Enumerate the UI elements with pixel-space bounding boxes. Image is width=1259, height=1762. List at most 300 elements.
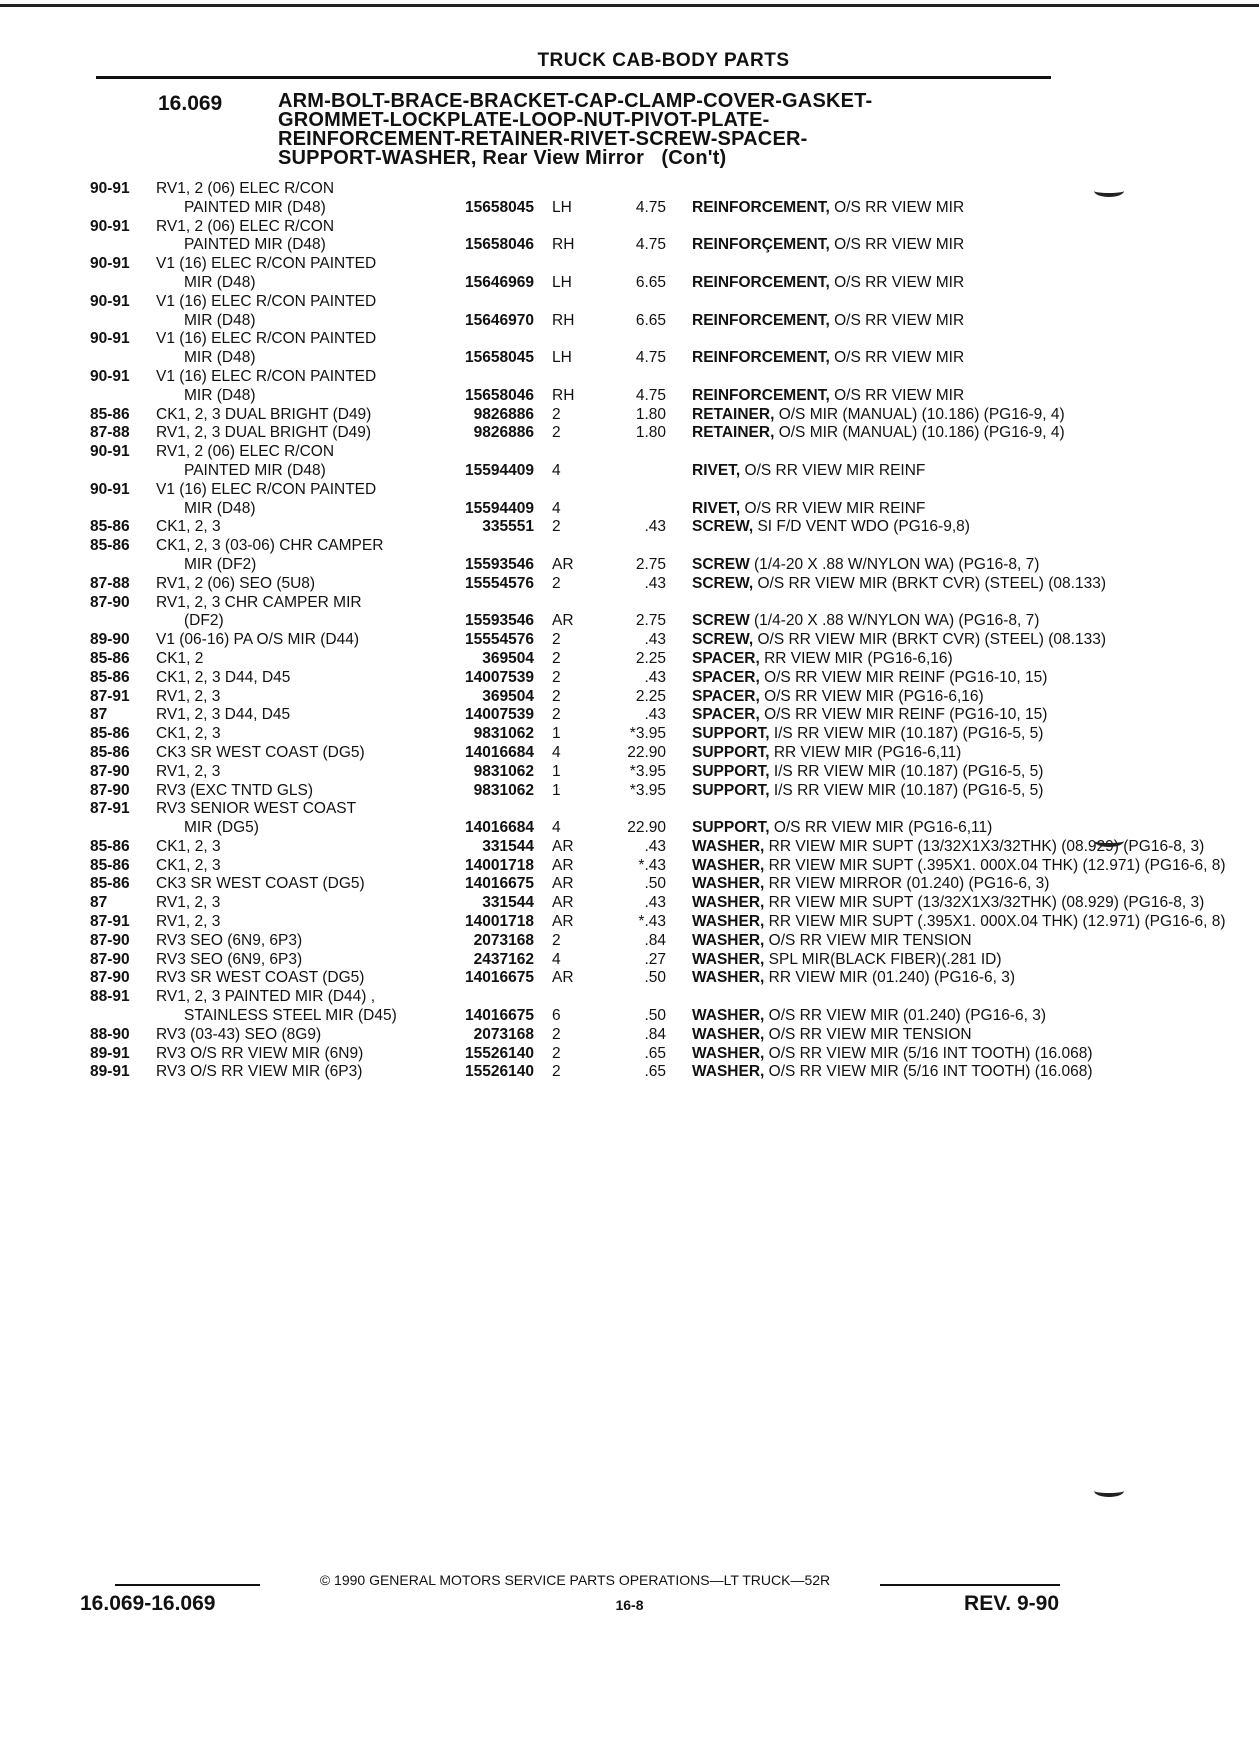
part-number: 15526140 (465, 1063, 534, 1081)
qty: 2 (552, 687, 561, 705)
description-keyword: WASHER, (692, 875, 765, 893)
description-cell (692, 913, 1226, 932)
price-cell (608, 688, 692, 707)
qty-cell (534, 481, 608, 519)
section-title-line: REINFORCEMENT-RETAINER-RIVET-SCREW-SPACER- (278, 128, 808, 150)
year-cell: 89-91 (90, 1044, 130, 1062)
price: .43 (644, 631, 666, 649)
year-cell: 87-91 (90, 800, 130, 818)
section-title-line: ARM-BOLT-BRACE-BRACKET-CAP-CLAMP-COVER-GASKET- (278, 90, 873, 112)
qty-cell (534, 424, 608, 443)
qty-cell (534, 537, 608, 575)
year-cell: 90-91 (90, 330, 130, 348)
model-line: RV3 O/S RR VIEW MIR (6N9) (156, 1044, 364, 1062)
part-number: 14016675 (465, 969, 534, 987)
description-cell (692, 255, 1052, 293)
price: .43 (644, 837, 666, 855)
description-cell (692, 894, 1205, 913)
description-text: O/S RR VIEW MIR (829, 273, 965, 291)
part-number: 14001718 (465, 913, 534, 931)
model-line-2: MIR (D48) (184, 273, 256, 291)
model-line-2: PAINTED MIR (D48) (184, 461, 326, 479)
description-cell (692, 481, 1052, 519)
price: 2.25 (635, 687, 666, 705)
year-cell: 90-91 (90, 443, 130, 461)
year-cell: 85-86 (90, 837, 130, 855)
description-keyword: REINFORCEMENT, (692, 273, 830, 291)
year-cell: 87-90 (90, 969, 130, 987)
binder-mark (1094, 185, 1124, 197)
qty-cell (534, 1026, 608, 1045)
table-row (90, 631, 1052, 650)
price: 2.25 (635, 649, 666, 667)
qty-cell (534, 706, 608, 725)
model-line: RV1, 2, 3 CHR CAMPER MIR (156, 593, 362, 611)
qty-cell (534, 988, 608, 1026)
model-line: CK1, 2 (156, 649, 204, 667)
price-cell (608, 969, 692, 988)
description-text: O/S RR VIEW MIR (BRKT CVR) (STEEL) (08.133) (753, 574, 1106, 592)
part-number-cell (444, 293, 534, 331)
description-text: O/S RR VIEW MIR (PG16-6,16) (759, 687, 984, 705)
part-number-cell (444, 894, 534, 913)
description-keyword: SPACER, (692, 649, 760, 667)
part-number-cell (444, 857, 534, 876)
qty: 2 (552, 1044, 561, 1062)
model-line: RV1, 2 (06) ELEC R/CON (156, 443, 335, 461)
model-cell (156, 631, 444, 650)
qty-cell (534, 763, 608, 782)
qty-cell (534, 180, 608, 218)
price-cell (608, 1045, 692, 1064)
model-line: RV3 SR WEST COAST (DG5) (156, 969, 365, 987)
description-cell (692, 330, 1052, 368)
model-line: RV1, 2 (06) ELEC R/CON (156, 217, 335, 235)
model-cell (156, 857, 444, 876)
price-cell (608, 518, 692, 537)
footer-range: 16.069-16.069 (80, 1592, 216, 1615)
price: 1.80 (635, 424, 666, 442)
description-text: O/S RR VIEW MIR REINF (740, 461, 926, 479)
qty-cell (534, 725, 608, 744)
part-number-cell (444, 180, 534, 218)
qty: 1 (552, 725, 561, 743)
description-cell (692, 368, 1052, 406)
price: *.43 (638, 856, 666, 874)
qty: 2 (552, 1025, 561, 1043)
qty: 1 (552, 781, 561, 799)
description-cell (692, 1026, 1052, 1045)
model-cell (156, 1026, 444, 1045)
qty-cell (534, 650, 608, 669)
description-text: RR VIEW MIR (PG16-6,11) (769, 743, 962, 761)
part-number-cell (444, 913, 534, 932)
price-cell (608, 650, 692, 669)
description-keyword: WASHER, (692, 969, 765, 987)
price-cell (608, 594, 692, 632)
model-line: CK3 SR WEST COAST (DG5) (156, 743, 365, 761)
description-cell (692, 180, 1052, 218)
part-number-cell (444, 255, 534, 293)
price-cell (608, 406, 692, 425)
year-cell: 88-90 (90, 1025, 130, 1043)
year-cell: 87-88 (90, 424, 130, 442)
part-number: 331544 (482, 837, 534, 855)
description-text: SPL MIR(BLACK FIBER)(.281 ID) (764, 950, 1002, 968)
part-number-cell (444, 763, 534, 782)
part-number-cell (444, 537, 534, 575)
description-keyword: SUPPORT, (692, 725, 770, 743)
model-cell (156, 725, 444, 744)
description-keyword: RETAINER, (692, 424, 775, 442)
model-cell (156, 744, 444, 763)
qty-cell (534, 894, 608, 913)
price: 2.75 (635, 555, 666, 573)
qty: 2 (552, 405, 561, 423)
year-cell: 89-91 (90, 1063, 130, 1081)
description-cell (692, 951, 1052, 970)
description-keyword: RETAINER, (692, 405, 775, 423)
model-cell (156, 706, 444, 725)
price: *3.95 (629, 725, 666, 743)
description-cell (692, 875, 1052, 894)
model-line: RV3 (EXC TNTD GLS) (156, 781, 314, 799)
part-number: 9826886 (473, 405, 534, 423)
qty: 2 (552, 424, 561, 442)
model-cell (156, 406, 444, 425)
description-cell (692, 1063, 1093, 1082)
description-text: I/S RR VIEW MIR (10.187) (PG16-5, 5) (769, 725, 1044, 743)
description-text: O/S RR VIEW MIR (829, 311, 965, 329)
description-text: O/S RR VIEW MIR (01.240) (PG16-6, 3) (764, 1007, 1047, 1025)
qty: 4 (552, 950, 561, 968)
description-text: (1/4-20 X .88 W/NYLON WA) (PG16-8, 7) (749, 555, 1040, 573)
description-cell (692, 744, 1052, 763)
part-number: 14007539 (465, 706, 534, 724)
section-title-last: SUPPORT-WASHER, Rear View Mirror (278, 147, 645, 169)
table-row (90, 800, 1052, 838)
model-line: RV1, 2, 3 (156, 894, 221, 912)
description-text: I/S RR VIEW MIR (10.187) (PG16-5, 5) (769, 762, 1044, 780)
qty-cell (534, 913, 608, 932)
model-cell (156, 763, 444, 782)
model-line: RV1, 2, 3 PAINTED MIR (D44) , (156, 988, 376, 1006)
part-number: 14016684 (465, 743, 534, 761)
part-number-cell (444, 688, 534, 707)
year-cell: 87-90 (90, 781, 130, 799)
price-cell (608, 782, 692, 801)
part-number: 9831062 (473, 725, 534, 743)
qty-cell (534, 857, 608, 876)
description-keyword: SUPPORT, (692, 781, 770, 799)
qty: AR (552, 612, 574, 630)
qty: LH (552, 273, 572, 291)
description-keyword: WASHER, (692, 950, 765, 968)
description-keyword: RIVET, (692, 461, 741, 479)
description-keyword: WASHER, (692, 931, 765, 949)
model-line: V1 (16) ELEC R/CON PAINTED (156, 292, 377, 310)
model-line: CK1, 2, 3 DUAL BRIGHT (D49) (156, 405, 372, 423)
qty-cell (534, 1063, 608, 1082)
model-line: RV1, 2, 3 (156, 913, 221, 931)
description-keyword: REINFORCEMENT, (692, 349, 830, 367)
qty: 2 (552, 574, 561, 592)
description-keyword: WASHER, (692, 837, 765, 855)
table-row (90, 518, 1052, 537)
qty-cell (534, 875, 608, 894)
year-cell: 87 (90, 706, 108, 724)
description-text: O/S RR VIEW MIR (5/16 INT TOOTH) (16.068) (764, 1044, 1093, 1062)
qty-cell (534, 330, 608, 368)
description-cell (692, 932, 1052, 951)
description-keyword: SCREW (692, 612, 750, 630)
description-text: RR VIEW MIR (01.240) (PG16-6, 3) (764, 969, 1015, 987)
model-cell (156, 951, 444, 970)
description-cell (692, 424, 1065, 443)
table-row (90, 763, 1052, 782)
price-cell (608, 1063, 692, 1082)
model-line: RV3 (03-43) SEO (8G9) (156, 1025, 322, 1043)
year-cell: 87-90 (90, 762, 130, 780)
year-cell: 87-91 (90, 687, 130, 705)
price: *.43 (638, 913, 666, 931)
page-header: TRUCK CAB-BODY PARTS (537, 50, 790, 71)
price: .43 (644, 518, 666, 536)
qty: 1 (552, 762, 561, 780)
section-title-line: GROMMET-LOCKPLATE-LOOP-NUT-PIVOT-PLATE- (278, 109, 770, 131)
table-row (90, 424, 1052, 443)
model-cell (156, 875, 444, 894)
part-number: 14016675 (465, 1007, 534, 1025)
table-row (90, 969, 1052, 988)
qty-cell (534, 782, 608, 801)
price-cell (608, 537, 692, 575)
price: 6.65 (635, 311, 666, 329)
description-cell (692, 782, 1052, 801)
qty-cell (534, 368, 608, 406)
model-line: CK3 SR WEST COAST (DG5) (156, 875, 365, 893)
price: .43 (644, 894, 666, 912)
qty: AR (552, 969, 574, 987)
part-number-cell (444, 575, 534, 594)
table-row (90, 932, 1052, 951)
description-text: RR VIEW MIR SUPT (.395X1. 000X.04 THK) (12.971) (PG16-6, 8) (764, 856, 1226, 874)
description-cell (692, 725, 1052, 744)
qty-cell (534, 1045, 608, 1064)
description-keyword: SPACER, (692, 687, 760, 705)
price-cell (608, 988, 692, 1026)
description-text: O/S RR VIEW MIR (829, 386, 965, 404)
qty: RH (552, 386, 575, 404)
qty: RH (552, 311, 575, 329)
model-cell (156, 481, 444, 519)
table-row (90, 575, 1052, 594)
model-cell (156, 575, 444, 594)
table-row (90, 218, 1052, 256)
description-cell (692, 631, 1106, 650)
description-text: O/S RR VIEW MIR (829, 198, 965, 216)
model-line: RV1, 2 (06) SEO (5U8) (156, 574, 316, 592)
table-row (90, 1026, 1052, 1045)
year-cell: 85-86 (90, 649, 130, 667)
part-number-cell (444, 406, 534, 425)
part-number: 15658045 (465, 198, 534, 216)
year-cell: 90-91 (90, 292, 130, 310)
model-cell (156, 1063, 444, 1082)
model-line: V1 (16) ELEC R/CON PAINTED (156, 367, 377, 385)
qty: 2 (552, 649, 561, 667)
description-text: O/S RR VIEW MIR TENSION (764, 931, 972, 949)
description-cell (692, 706, 1052, 725)
description-cell (692, 856, 1226, 876)
table-row (90, 537, 1052, 575)
model-cell (156, 782, 444, 801)
price: .84 (644, 1025, 666, 1043)
qty: LH (552, 349, 572, 367)
description-keyword: WASHER, (692, 1025, 765, 1043)
qty-cell (534, 594, 608, 632)
year-cell: 85-86 (90, 875, 130, 893)
year-cell: 85-86 (90, 743, 130, 761)
price: .50 (644, 1007, 666, 1025)
price-cell (608, 932, 692, 951)
model-line-2: PAINTED MIR (D48) (184, 198, 326, 216)
description-text: O/S RR VIEW MIR (5/16 INT TOOTH) (16.068) (764, 1063, 1093, 1081)
description-text: RR VIEW MIR SUPT (.395X1. 000X.04 THK) (12.971) (PG16-6, 8) (764, 913, 1226, 931)
price-cell (608, 293, 692, 331)
description-text: O/S RR VIEW MIR (829, 236, 965, 254)
qty-cell (534, 218, 608, 256)
price: 22.90 (627, 819, 666, 837)
part-number-cell (444, 443, 534, 481)
qty-cell (534, 255, 608, 293)
year-cell: 87-90 (90, 931, 130, 949)
qty: 2 (552, 518, 561, 536)
qty: AR (552, 837, 574, 855)
qty-cell (534, 688, 608, 707)
table-row (90, 838, 1052, 857)
price-cell (608, 368, 692, 406)
part-number: 15658045 (465, 349, 534, 367)
table-row (90, 255, 1052, 293)
part-number-cell (444, 518, 534, 537)
qty-cell (534, 575, 608, 594)
part-number: 14016675 (465, 875, 534, 893)
price-cell (608, 330, 692, 368)
footer-rule-right (880, 1584, 1060, 1586)
qty: 2 (552, 668, 561, 686)
model-cell (156, 1045, 444, 1064)
header-rule (96, 76, 1051, 79)
qty: RH (552, 236, 575, 254)
qty: 2 (552, 931, 561, 949)
part-number-cell (444, 330, 534, 368)
part-number-cell (444, 218, 534, 256)
table-row (90, 782, 1052, 801)
year-cell: 90-91 (90, 255, 130, 273)
model-line: RV1, 2, 3 (156, 687, 221, 705)
qty-cell (534, 969, 608, 988)
price: 4.75 (635, 349, 666, 367)
price-cell (608, 744, 692, 763)
price: .43 (644, 574, 666, 592)
year-cell: 87-88 (90, 574, 130, 592)
description-text: O/S MIR (MANUAL) (10.186) (PG16-9, 4) (774, 424, 1065, 442)
model-line-2: MIR (D48) (184, 386, 256, 404)
price-cell (608, 951, 692, 970)
model-line: V1 (06-16) PA O/S MIR (D44) (156, 631, 359, 649)
part-number: 2437162 (473, 950, 534, 968)
part-number-cell (444, 800, 534, 838)
part-number-cell (444, 368, 534, 406)
description-text: O/S RR VIEW MIR (PG16-6,11) (769, 819, 993, 837)
qty: 4 (552, 819, 561, 837)
description-cell (692, 594, 1052, 632)
description-keyword: SPACER, (692, 706, 760, 724)
table-row (90, 688, 1052, 707)
price: .84 (644, 931, 666, 949)
description-text: I/S RR VIEW MIR (10.187) (PG16-5, 5) (769, 781, 1044, 799)
description-text: O/S RR VIEW MIR REINF (PG16-10, 15) (759, 706, 1048, 724)
description-keyword: SCREW (692, 555, 750, 573)
price: 4.75 (635, 198, 666, 216)
description-cell (692, 800, 1052, 838)
price-cell (608, 218, 692, 256)
description-keyword: WASHER, (692, 1007, 765, 1025)
model-cell (156, 894, 444, 913)
part-number: 15658046 (465, 386, 534, 404)
qty-cell (534, 800, 608, 838)
description-keyword: SUPPORT, (692, 819, 770, 837)
description-keyword: SCREW, (692, 574, 754, 592)
model-cell (156, 913, 444, 932)
part-number-cell (444, 1026, 534, 1045)
model-cell (156, 255, 444, 293)
table-row (90, 988, 1052, 1026)
year-cell: 85-86 (90, 537, 130, 555)
price: .43 (644, 706, 666, 724)
price: .65 (644, 1044, 666, 1062)
description-text: O/S RR VIEW MIR (829, 349, 965, 367)
part-number-cell (444, 875, 534, 894)
description-cell (692, 837, 1205, 857)
price-cell (608, 800, 692, 838)
description-keyword: REINFORCEMENT, (692, 386, 830, 404)
year-cell: 87-91 (90, 913, 130, 931)
model-line: CK1, 2, 3 (156, 518, 221, 536)
description-cell (692, 443, 1052, 481)
price-cell (608, 838, 692, 857)
qty: AR (552, 894, 574, 912)
qty: 4 (552, 743, 561, 761)
part-number: 2073168 (473, 931, 534, 949)
description-keyword: WASHER, (692, 1063, 765, 1081)
year-cell: 88-91 (90, 988, 130, 1006)
model-cell (156, 518, 444, 537)
part-number-cell (444, 1045, 534, 1064)
model-line-2: PAINTED MIR (D48) (184, 236, 326, 254)
footer-page-number: 16-8 (615, 1597, 644, 1613)
model-cell (156, 218, 444, 256)
model-line-2: (DF2) (184, 612, 224, 630)
description-keyword: SUPPORT, (692, 762, 770, 780)
table-row (90, 706, 1052, 725)
model-line: V1 (16) ELEC R/CON PAINTED (156, 330, 377, 348)
price: .50 (644, 875, 666, 893)
part-number: 331544 (482, 894, 534, 912)
year-cell: 85-86 (90, 668, 130, 686)
model-cell (156, 443, 444, 481)
